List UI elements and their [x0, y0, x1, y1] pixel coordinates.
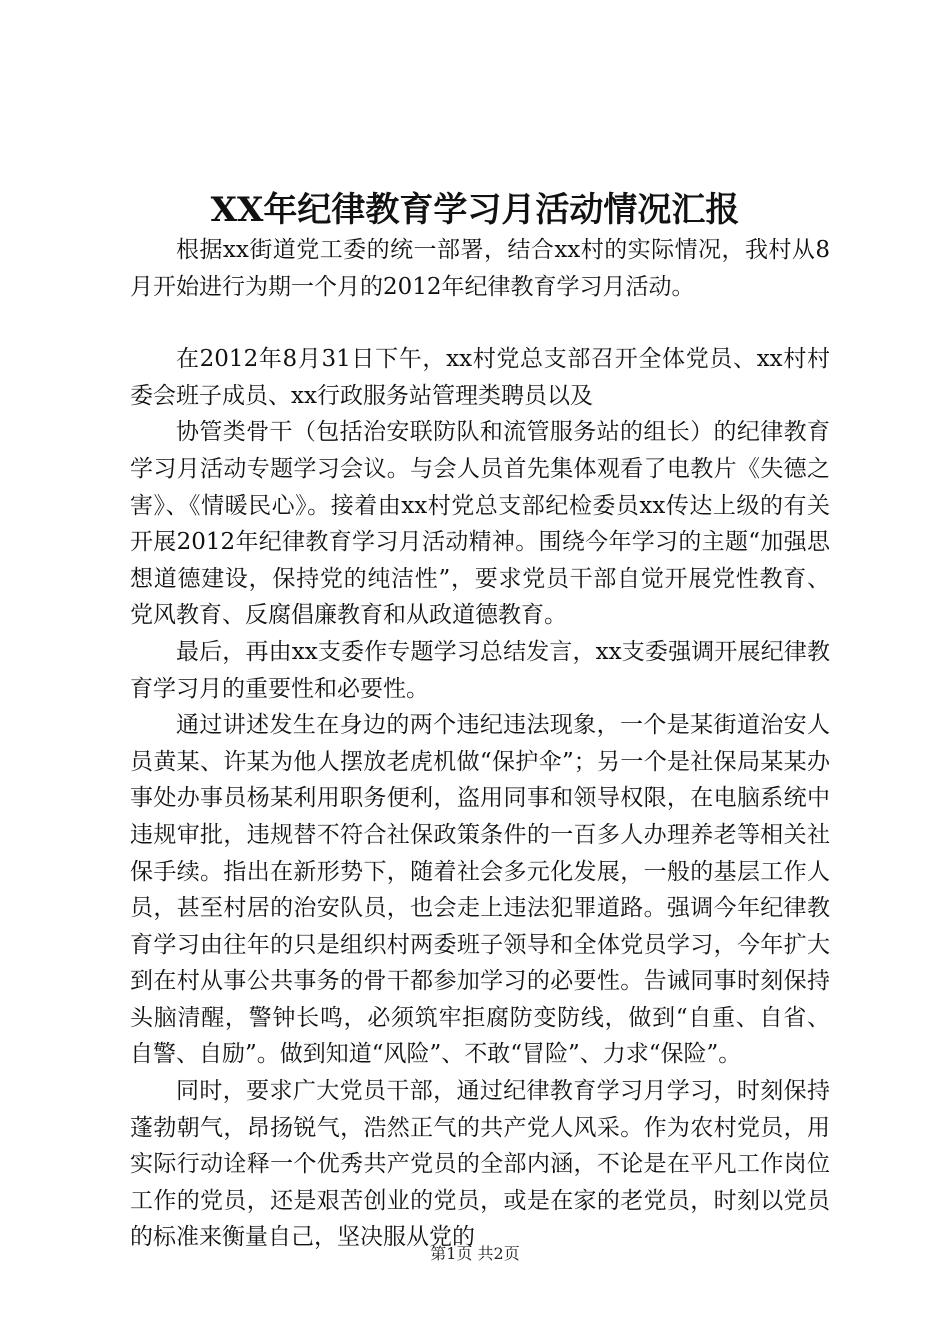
paragraph-5: 通过讲述发生在身边的两个违纪违法现象，一个是某街道治安人员黄某、许某为他人摆放老虎机做“保护伞”；另一个是社保局某某办事处办事员杨某利用职务便利，盗用同事和领导权限，在电脑系统中违规审批，违规替不符合社保政策条件的一百多人办理养老等相关社保手续。指出在新形势下，随着社会多元化发展，一般的基层工作人员，甚至村居的治安队员，也会走上违法犯罪道路。强调今年纪律教育学习由往年的只是组织村两委班子领导和全体党员学习，今年扩大到在村从事公共事务的骨干都参加学习的必要性。告诫同事时刻保持头脑清醒，警钟长鸣，必须筑牢拒腐防变防线，做到“自重、自省、自警、自励”。做到知道“风险”、不敢“冒险”、力求“保险”。 [130, 712, 830, 1068]
document-title: XX年纪律教育学习月活动情况汇报 [210, 190, 740, 230]
paragraph-3: 协管类骨干（包括治安联防队和流管服务站的组长）的纪律教育学习月活动专题学习会议。与会人员首先集体观看了电教片《失德之害》、《情暖民心》。接着由xx村党总支部纪检委员xx传达上级的有关开展2012年纪律教育学习月活动精神。围绕今年学习的主题“加强思想道德建设，保持党的纯洁性”，要求党员干部自觉开展党性教育、党风教育、反腐倡廉教育和从政道德教育。 [130, 419, 830, 629]
paragraph-6: 同时，要求广大党员干部，通过纪律教育学习月学习，时刻保持蓬勃朝气，昂扬锐气，浩然正气的共产党人风采。作为农村党员，用实际行动诠释一个优秀共产党员的全部内涵，不论是在平凡工作岗位工作的党员，还是艰苦创业的党员，或是在家的老党员，时刻以党员的标准来衡量自己，坚决服从党的 [130, 1078, 830, 1251]
document-body [130, 232, 830, 1256]
page-footer: 第1页 共2页 [430, 1244, 520, 1263]
paragraph-2: 在2012年8月31日下午，xx村党总支部召开全体党员、xx村村委会班子成员、xx行政服务站管理类聘员以及 [130, 346, 830, 409]
paragraph-4: 最后，再由xx支委作专题学习总结发言，xx支委强调开展纪律教育学习月的重要性和必要性。 [130, 638, 830, 702]
paragraph-1: 根据xx街道党工委的统一部署，结合xx村的实际情况，我村从8月开始进行为期一个月的2012年纪律教育学习月活动。 [130, 237, 830, 300]
